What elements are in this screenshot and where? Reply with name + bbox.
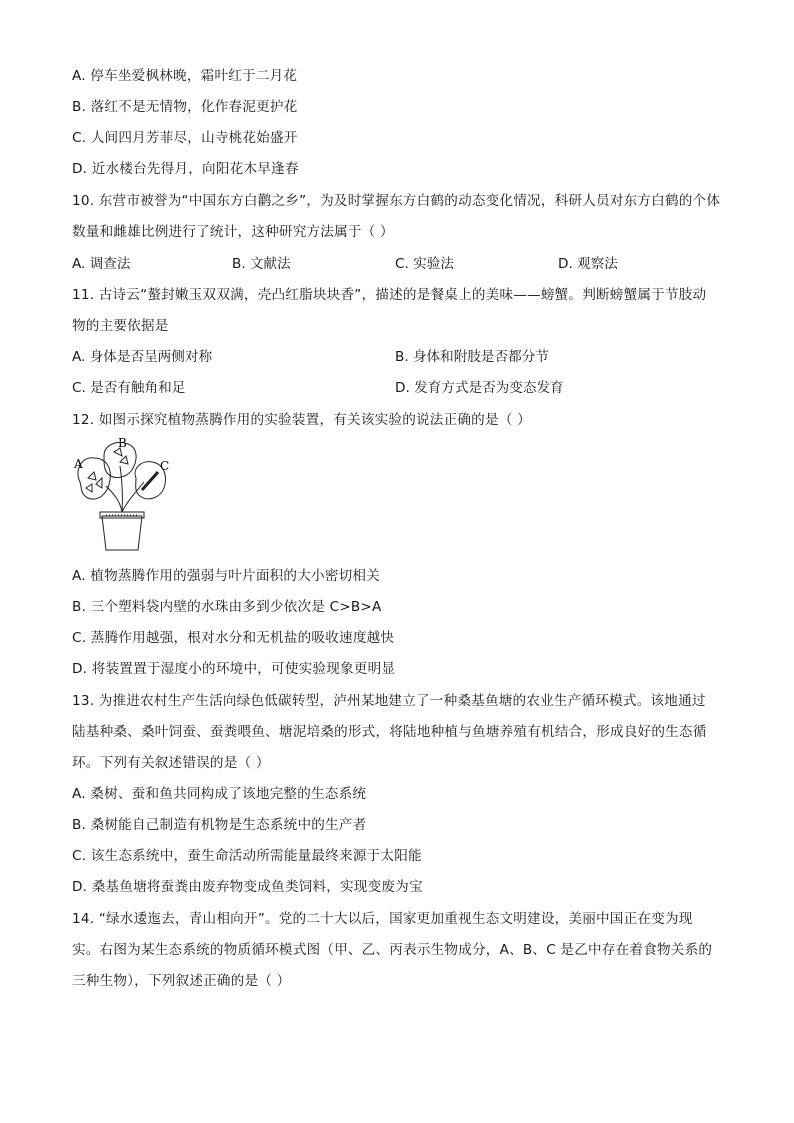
q11-option-d: D. 发育方式是否为变态发育 — [395, 380, 564, 396]
q10-option-d: D. 观察法 — [558, 256, 618, 272]
q12-option-a: A. 植物蒸腾作用的强弱与叶片面积的大小密切相关 — [72, 568, 380, 584]
q9-option-d: D. 近水楼台先得月，向阳花木早逢春 — [72, 161, 299, 177]
leaves-a — [86, 472, 102, 492]
q11-options-row-1 — [72, 347, 712, 367]
q12-option-c: C. 蒸腾作用越强，根对水分和无机盐的吸收速度越快 — [72, 630, 395, 646]
stem-only-c — [142, 472, 158, 490]
q13-option-d: D. 桑基鱼塘将蚕粪由废弃物变成鱼类饲料，实现变废为宝 — [72, 879, 423, 895]
leaves-b — [114, 448, 128, 464]
q14-stem-line-1: 14. “绿水逶迤去，青山相向开”。党的二十大以后，国家更加重视生态文明建设，美丽中国正在变为现 — [72, 911, 693, 927]
q9-option-a: A. 停车坐爱枫林晚，霜叶红于二月花 — [72, 68, 298, 84]
q13-stem-line-3: 环。下列有关叙述错误的是（ ） — [72, 755, 270, 771]
transpiration-apparatus-figure — [72, 438, 182, 553]
q13-option-a: A. 桑树、蚕和鱼共同构成了该地完整的生态系统 — [72, 786, 367, 802]
q10-option-c: C. 实验法 — [395, 256, 454, 272]
label-b: B — [118, 438, 127, 450]
flower-pot — [102, 516, 142, 550]
q10-options — [72, 254, 712, 274]
q10-option-b: B. 文献法 — [232, 256, 291, 272]
q13-option-b: B. 桑树能自己制造有机物是生态系统中的生产者 — [72, 817, 367, 833]
q13-stem-line-1: 13. 为推进农村生产生活向绿色低碳转型，泸州某地建立了一种桑基鱼塘的农业生产循环模式。该地通过 — [72, 693, 706, 709]
bag-a — [78, 458, 110, 499]
stem-a — [106, 486, 122, 512]
q11-option-a: A. 身体是否呈两侧对称 — [72, 349, 213, 365]
plant-bags-diagram — [72, 438, 182, 553]
q13-stem-line-2: 陆基种桑、桑叶饲蚕、蚕粪喂鱼、塘泥培桑的形式，将陆地种植与鱼塘养殖有机结合，形成良好的生态循 — [72, 724, 707, 740]
q11-options-row-2 — [72, 378, 712, 398]
q14-stem-line-2: 实。右图为某生态系统的物质循环模式图（甲、乙、丙表示生物成分，A、B、C 是乙中存在着食物关系的 — [72, 942, 713, 958]
q11-stem-line-1: 11. 古诗云“螯封嫩玉双双满，壳凸红脂块块香”，描述的是餐桌上的美味——螃蟹。判断螃蟹属于节肢动 — [72, 287, 707, 303]
q10-stem-line-1: 10. 东营市被誉为“中国东方白鹳之乡”，为及时掌握东方白鹤的动态变化情况，科研人员对东方白鹤的个体 — [72, 193, 721, 209]
label-c: C — [160, 459, 170, 473]
q13-option-c: C. 该生态系统中，蚕生命活动所需能量最终来源于太阳能 — [72, 848, 422, 864]
q9-option-c: C. 人间四月芳菲尽，山寺桃花始盛开 — [72, 130, 298, 146]
q12-stem: 12. 如图示探究植物蒸腾作用的实验装置，有关该实验的说法正确的是（ ） — [72, 412, 531, 428]
q12-option-d: D. 将装置置于湿度小的环境中，可使实验现象更明显 — [72, 661, 396, 677]
q10-option-a: A. 调查法 — [72, 256, 131, 272]
q12-option-b: B. 三个塑料袋内壁的水珠由多到少依次是 C>B>A — [72, 599, 382, 615]
q14-stem-line-3: 三种生物），下列叙述正确的是（ ） — [72, 973, 291, 989]
q11-option-c: C. 是否有触角和足 — [72, 380, 186, 396]
q11-option-b: B. 身体和附肢是否都分节 — [395, 349, 549, 365]
q11-stem-line-2: 物的主要依据是 — [72, 318, 169, 334]
q10-stem-line-2: 数量和雌雄比例进行了统计，这种研究方法属于（ ） — [72, 224, 394, 240]
q9-option-b: B. 落红不是无情物，化作春泥更护花 — [72, 99, 298, 115]
label-a: A — [74, 457, 83, 471]
